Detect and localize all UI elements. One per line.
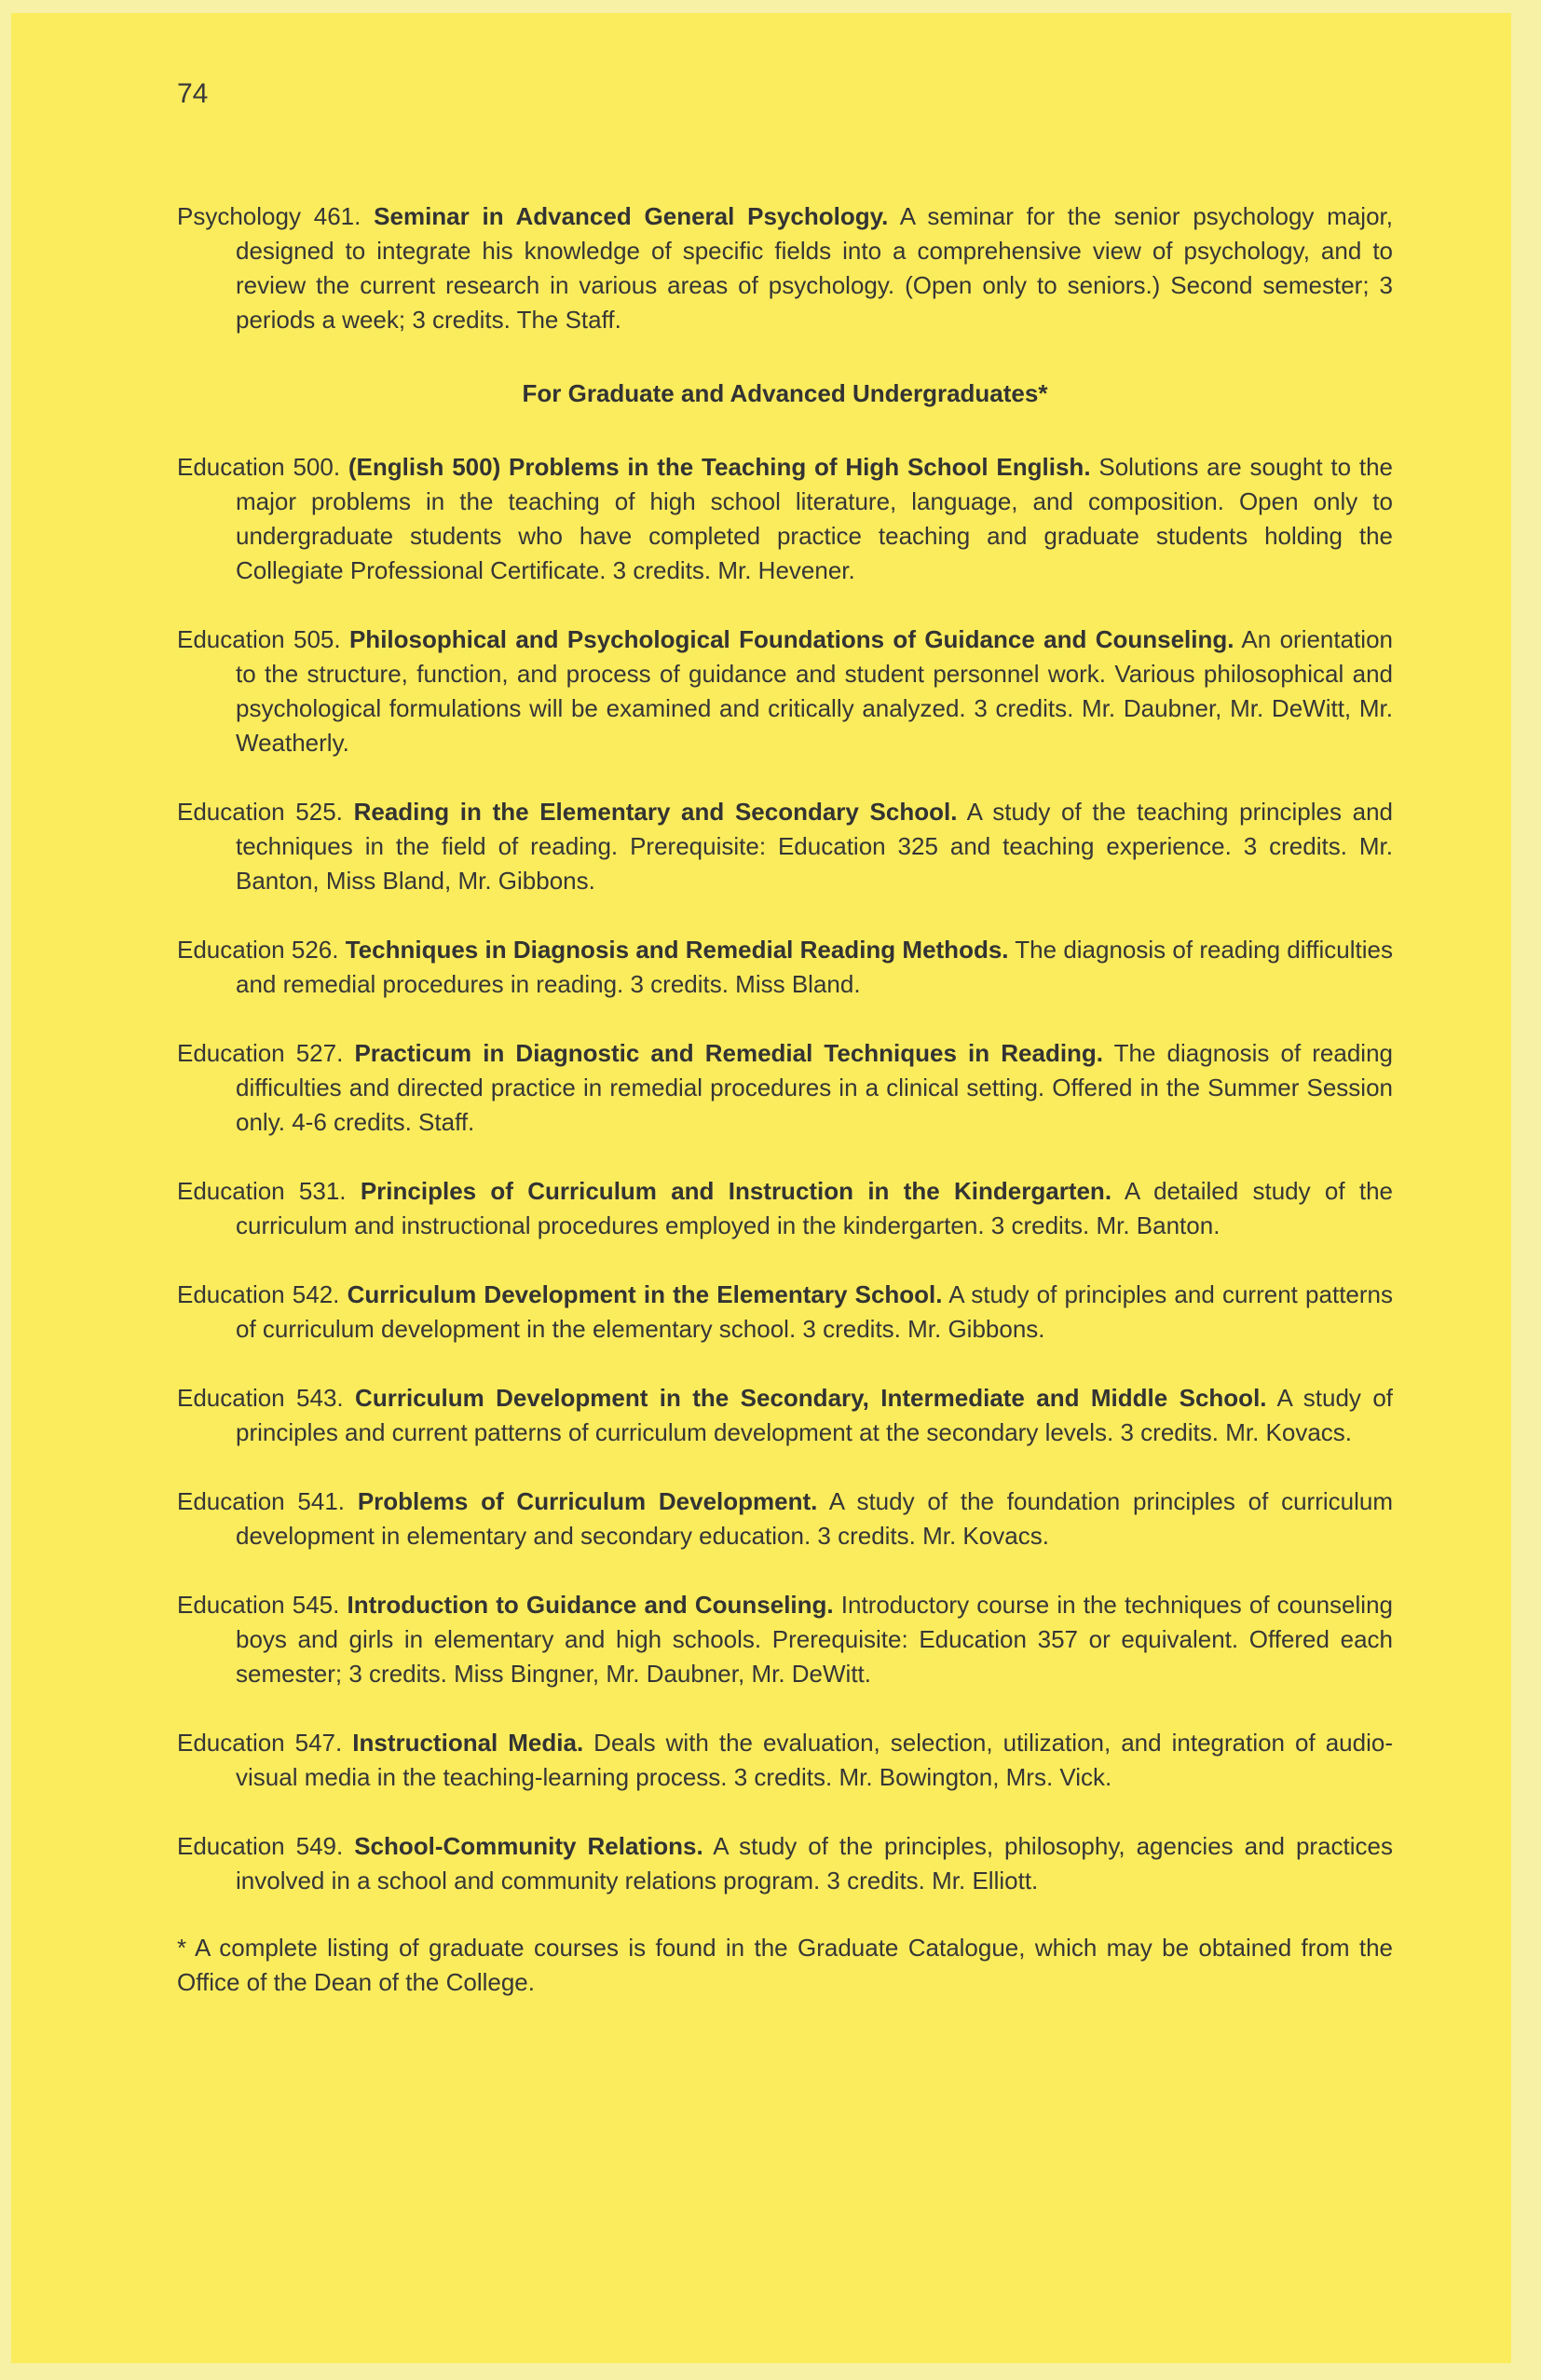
course-title: Instructional Media. bbox=[352, 1729, 584, 1757]
course-entry bbox=[177, 450, 1393, 588]
course-title: Problems of Curriculum Development. bbox=[357, 1487, 818, 1515]
course-entry bbox=[177, 1484, 1393, 1553]
course-description: A study of principles and current patterns of curriculum development in the elementary school. 3 credits. Mr. Gibbons. bbox=[236, 1280, 1393, 1343]
course-entry bbox=[177, 933, 1393, 1002]
course-entry bbox=[177, 1381, 1393, 1450]
course-title: Practicum in Diagnostic and Remedial Techniques in Reading. bbox=[354, 1039, 1104, 1067]
course-description: A detailed study of the curriculum and instructional procedures employed in the kindergarten. 3 credits. Mr. Banton. bbox=[236, 1177, 1394, 1239]
course-entry bbox=[177, 1829, 1393, 1898]
course-code: Education 545. bbox=[177, 1591, 340, 1619]
course-title: Introduction to Guidance and Counseling. bbox=[347, 1591, 834, 1619]
course-title: Curriculum Development in the Elementary School. bbox=[347, 1280, 943, 1308]
footnote: * A complete listing of graduate courses is found in the Graduate Catalogue, which may be obtained from the Office of the Dean of the College. bbox=[177, 1934, 1393, 1996]
course-code: Education 549. bbox=[177, 1832, 344, 1860]
course-description: A study of the foundation principles of curriculum development in elementary and secondary education. 3 credits. Mr. Kovacs. bbox=[236, 1487, 1393, 1550]
course-entry bbox=[177, 1278, 1393, 1347]
course-title: Curriculum Development in the Secondary, Intermediate and Middle School. bbox=[355, 1384, 1267, 1412]
course-listing bbox=[177, 199, 1393, 2024]
course-entry bbox=[177, 1726, 1393, 1795]
course-description: A study of the principles, philosophy, agencies and practices involved in a school and community relations program. 3 credits. Mr. Elliott. bbox=[236, 1832, 1393, 1894]
course-code: Education 541. bbox=[177, 1487, 346, 1515]
course-code: Psychology 461. bbox=[177, 202, 361, 230]
course-entry bbox=[177, 622, 1393, 760]
course-description: A study of the teaching principles and techniques in the field of reading. Prerequisite: Education 325 and teaching experience. 3 credits. Mr. Banton, Miss Bland, Mr. Gibbons. bbox=[236, 798, 1393, 895]
course-code: Education 505. bbox=[177, 625, 341, 653]
course-description: Introductory course in the techniques of counseling boys and girls in elementary and high schools. Prerequisite: Education 357 or equivalent. Offered each semester; 3 credits. Miss Bingner, Mr. Daubner, Mr. DeWitt. bbox=[236, 1591, 1393, 1688]
catalog-page bbox=[11, 13, 1511, 2363]
course-entry bbox=[177, 1036, 1393, 1140]
course-code: Education 542. bbox=[177, 1280, 340, 1308]
section-heading: For Graduate and Advanced Undergraduates* bbox=[522, 379, 1048, 407]
course-title: Principles of Curriculum and Instruction in the Kindergarten. bbox=[360, 1177, 1112, 1205]
course-title: Seminar in Advanced General Psychology. bbox=[374, 202, 889, 230]
course-title: Philosophical and Psychological Foundations of Guidance and Counseling. bbox=[348, 625, 1234, 653]
course-title: School-Community Relations. bbox=[354, 1832, 703, 1860]
course-description: A study of principles and current patterns of curriculum development at the secondary levels. 3 credits. Mr. Kovacs. bbox=[236, 1384, 1394, 1446]
course-code: Education 543. bbox=[177, 1384, 344, 1412]
course-description: Solutions are sought to the major problems in the teaching of high school literature, language, and composition. Open only to undergraduate students who have completed practice teaching and graduate students holding the Collegiate Professional Certificate. 3 credits. Mr. Hevener. bbox=[236, 453, 1393, 584]
course-title: Techniques in Diagnosis and Remedial Reading Methods. bbox=[345, 936, 1009, 964]
course-description: Deals with the evaluation, selection, utilization, and integration of audio-visual media in the teaching-learning process. 3 credits. Mr. Bowington, Mrs. Vick. bbox=[236, 1729, 1393, 1791]
course-entry bbox=[177, 1588, 1393, 1691]
course-code: Education 500. bbox=[177, 453, 341, 481]
course-description: The diagnosis of reading difficulties and remedial procedures in reading. 3 credits. Miss Bland. bbox=[236, 936, 1393, 998]
course-code: Education 531. bbox=[177, 1177, 347, 1205]
course-description: A seminar for the senior psychology major, designed to integrate his knowledge of specific fields into a comprehensive view of psychology, and to review the current research in various areas of psychology. (Open only to seniors.) Second semester; 3 periods a week; 3 credits. The Staff. bbox=[236, 202, 1393, 334]
course-code: Education 525. bbox=[177, 798, 343, 826]
course-title: Reading in the Elementary and Secondary School. bbox=[353, 798, 958, 826]
course-code: Education 547. bbox=[177, 1729, 343, 1757]
course-description: The diagnosis of reading difficulties and directed practice in remedial procedures in a clinical setting. Offered in the Summer Session only. 4-6 credits. Staff. bbox=[236, 1039, 1394, 1136]
course-title: (English 500) Problems in the Teaching of High School English. bbox=[348, 453, 1091, 481]
course-code: Education 527. bbox=[177, 1039, 344, 1067]
course-code: Education 526. bbox=[177, 936, 339, 964]
page-number: 74 bbox=[177, 78, 209, 109]
course-entry bbox=[177, 1174, 1393, 1243]
course-description: An orientation to the structure, function, and process of guidance and student personnel work. Various philosophical and psychological formulations will be examined and critically analyzed. 3 credits. Mr. Daubner, Mr. DeWitt, Mr. Weatherly. bbox=[236, 625, 1393, 757]
course-entry bbox=[177, 199, 1393, 337]
course-entry bbox=[177, 795, 1393, 898]
